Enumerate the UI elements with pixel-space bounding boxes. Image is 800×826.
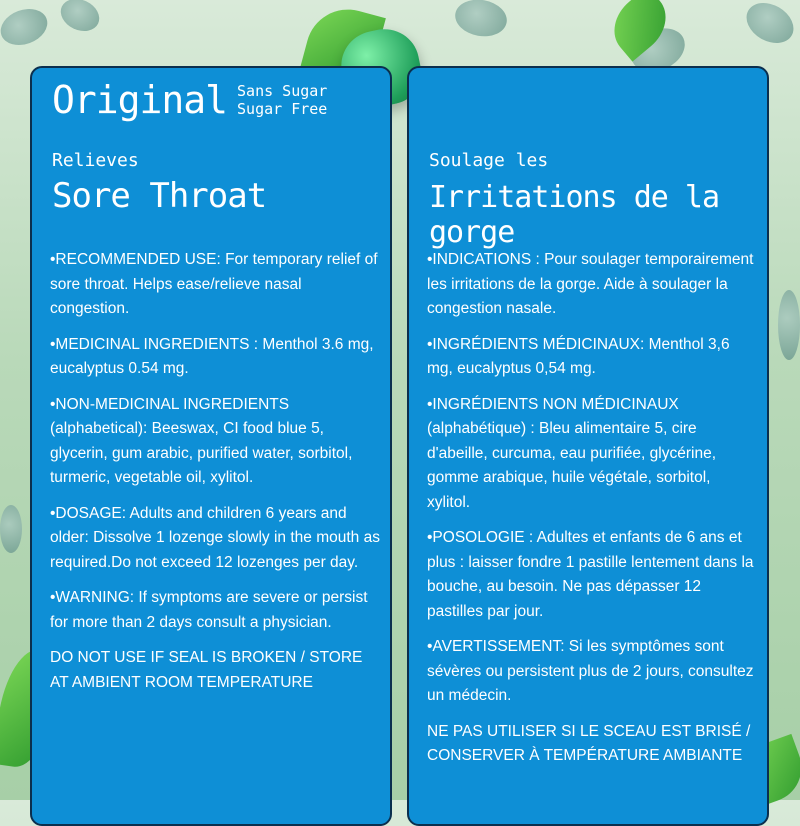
english-panel [30,66,392,826]
ingredients-medicinaux-text: •INGRÉDIENTS MÉDICINAUX: Menthol 3,6 mg, eucalyptus 0,54 mg. [427,335,730,377]
sugar-free-label [237,82,327,118]
brand-block [52,78,327,122]
non-medicinal-ingredients-text: •NON-MEDICINAL INGREDIENTS (alphabetical): Beeswax, CI food blue 5, glycerin, gum arabic, purified water, sorbitol, turmeric, vegetable oil, xylitol. [50,395,353,486]
eucalyptus-leaf-icon [0,505,22,553]
avertissement-text: •AVERTISSEMENT: Si les symptômes sont sévères ou persistent plus de 2 jours, consultez un médecin. [427,638,754,704]
irritations-heading: Irritations de la gorge [429,180,720,250]
recommended-use-text: •RECOMMENDED USE: For temporary relief of sore throat. Helps ease/relieve nasal congestion. [50,251,378,317]
eucalyptus-leaf-icon [452,0,509,40]
warning-text: •WARNING: If symptoms are severe or persist for more than 2 days consult a physician. [50,589,368,631]
french-panel [407,66,769,826]
french-copy [427,248,757,780]
brand-title: Original [52,78,228,122]
soulage-label: Soulage les [429,150,549,171]
indications-text: •INDICATIONS : Pour soulager temporairement les irritations de la gorge. Aide à soulager la congestion nasale. [427,251,754,317]
eucalyptus-leaf-icon [0,3,52,51]
storage-text: DO NOT USE IF SEAL IS BROKEN / STORE AT AMBIENT ROOM TEMPERATURE [50,649,363,691]
eucalyptus-leaf-icon [56,0,105,37]
sugar-free-fr: Sans Sugar [237,82,328,100]
sugar-free-en: Sugar Free [237,100,328,118]
medicinal-ingredients-text: •MEDICINAL INGREDIENTS : Menthol 3.6 mg, eucalyptus 0.54 mg. [50,335,374,377]
relieves-label: Relieves [52,150,139,171]
dosage-text: •DOSAGE: Adults and children 6 years and older: Dissolve 1 lozenge slowly in the mouth as required.Do not exceed 12 lozenges per day. [50,504,380,571]
sore-throat-heading: Sore Throat [52,176,267,216]
eucalyptus-leaf-icon [778,290,800,360]
eucalyptus-leaf-icon [739,0,800,51]
english-copy [50,248,380,706]
conserver-text: NE PAS UTILISER SI LE SCEAU EST BRISÉ / CONSERVER À TEMPÉRATURE AMBIANTE [427,722,751,764]
posologie-text: •POSOLOGIE : Adultes et enfants de 6 ans et plus : laisser fondre 1 pastille lentement dans la bouche, au besoin. Ne pas dépasser 12 pastilles par jour. [427,529,754,620]
ingredients-non-medicinaux-text: •INGRÉDIENTS NON MÉDICINAUX (alphabétique) : Bleu alimentaire 5, cire d'abeille, curcuma, eau purifiée, glycérine, gomme arabique, huile végétale, sorbitol, xylitol. [427,395,717,511]
